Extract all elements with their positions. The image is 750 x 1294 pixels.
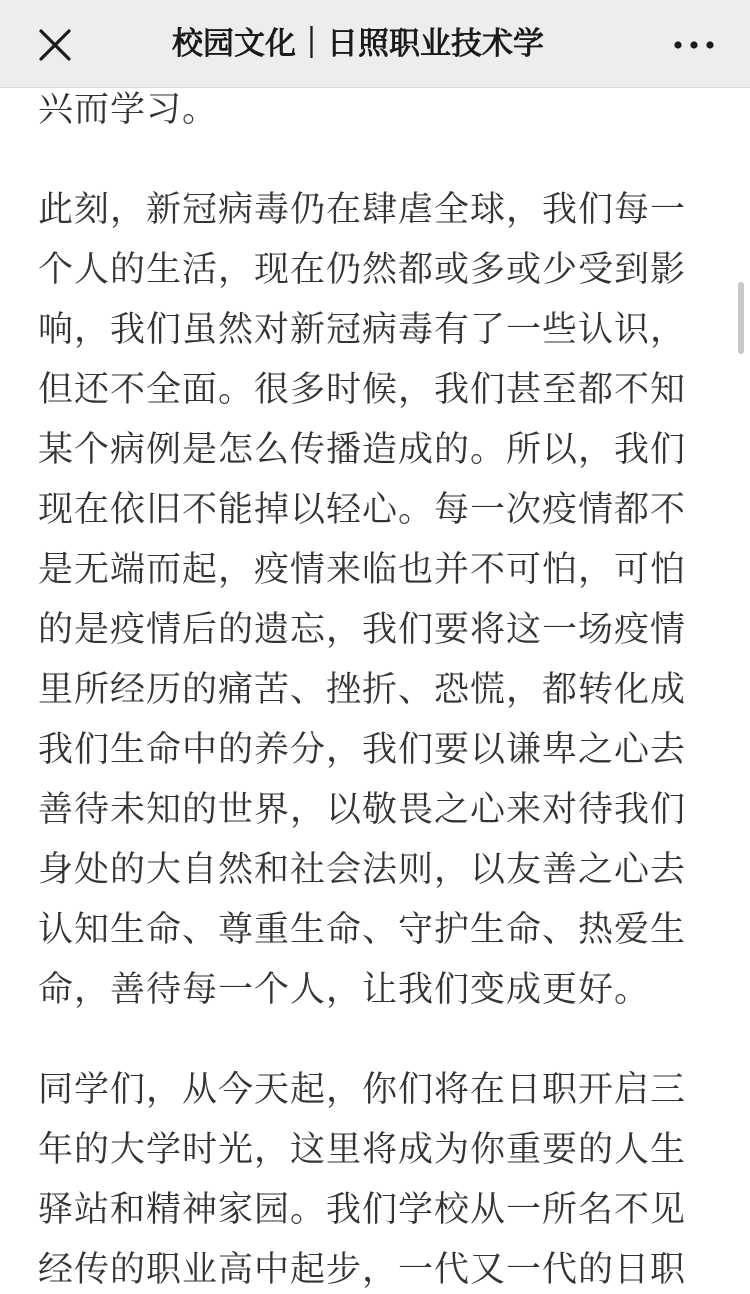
- scrollbar-thumb[interactable]: [738, 282, 744, 354]
- more-dots-icon: [674, 40, 714, 50]
- article-paragraph: 兴而学习。: [38, 90, 219, 130]
- page-title: 校园文化｜日照职业技术学: [172, 26, 544, 62]
- article-paragraph: 同学们，从今天起，你们将在日职开启三年的大学时光，这里将成为你重要的人生驿站和精神家园。我们学校从一所名不见经传的职业高中起步，一代又一代的日职: [38, 1070, 687, 1290]
- top-navigation-bar: [0, 0, 750, 88]
- more-options-button[interactable]: [664, 20, 724, 70]
- close-icon: [38, 28, 72, 62]
- close-button[interactable]: [30, 20, 80, 70]
- article-paragraph: 此刻，新冠病毒仍在肆虐全球，我们每一个人的生活，现在仍然都或多或少受到影响，我们虽然对新冠病毒有了一些认识，但还不全面。很多时候，我们甚至都不知某个病例是怎么传播造成的。所以，我们现在依旧不能掉以轻心。每一次疫情都不是无端而起，疫情来临也并不可怕，可怕的是疫情后的遗忘，我们要将这一场疫情里所经历的痛苦、挫折、恐慌，都转化成我们生命中的养分，我们要以谦卑之心去善待未知的世界，以敬畏之心来对待我们身处的大自然和社会法则，以友善之心去认知生命、尊重生命、守护生命、热爱生命，善待每一个人，让我们变成更好。: [38, 190, 687, 1010]
- article-content[interactable]: [0, 88, 750, 1294]
